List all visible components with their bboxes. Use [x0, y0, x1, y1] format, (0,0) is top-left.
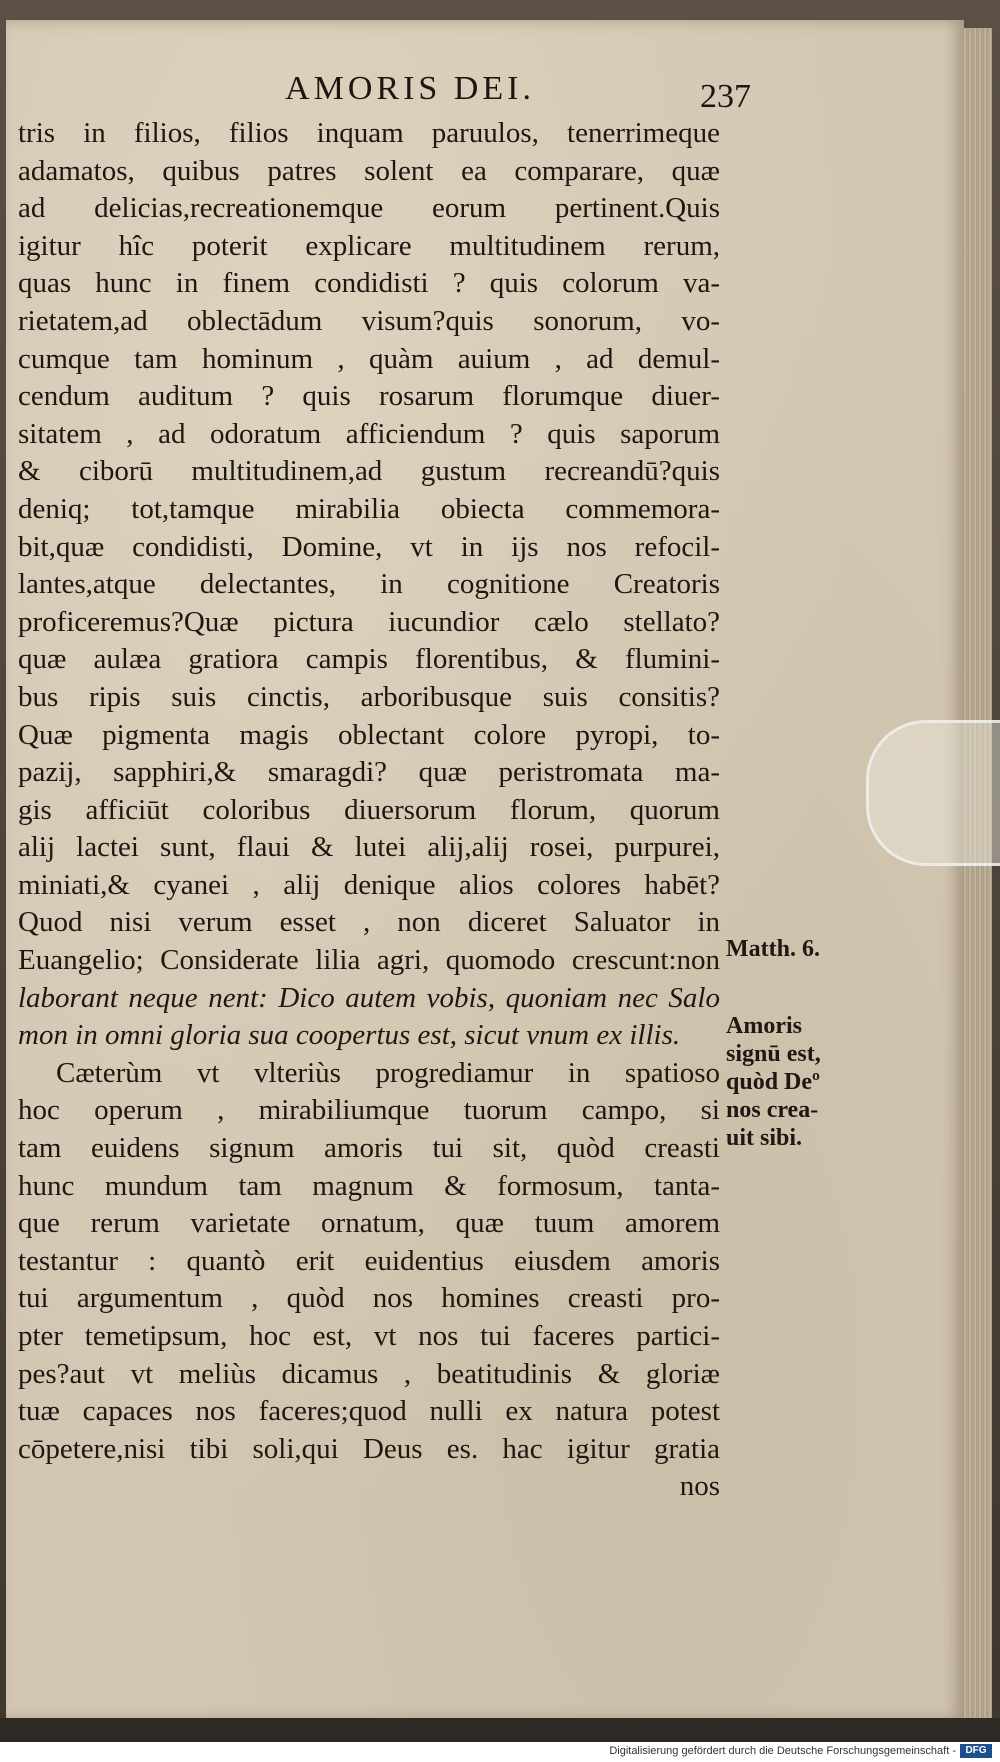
main-text: [18, 115, 720, 1506]
text-line: testantur : quantò erit euidentius eiusdem amoris: [18, 1244, 720, 1277]
text-line: deniq; tot,tamque mirabilia obiecta commemora-: [18, 492, 720, 525]
text-line: alij lactei sunt, flaui & lutei alij,alij rosei, purpurei,: [18, 831, 720, 864]
text-line: miniati,& cyanei , alij denique alios colores habēt?: [18, 868, 720, 901]
text-line: que rerum varietate ornatum, quæ tuum amorem: [18, 1207, 720, 1240]
text-line: Euangelio; Considerate lilia agri, quomodo crescunt:non: [18, 944, 720, 977]
text-line: & ciborū multitudinem,ad gustum recreandū?quis: [18, 455, 720, 488]
text-line: tuæ capaces nos faceres;quod nulli ex natura potest: [18, 1395, 720, 1428]
text-line: nos: [679, 1470, 720, 1503]
text-line: tui argumentum , quòd nos homines creasti pro-: [18, 1282, 720, 1315]
text-line: cendum auditum ? quis rosarum florumque diuer-: [18, 380, 720, 413]
text-line: ad delicias,recreationemque eorum pertinent.Quis: [18, 192, 720, 225]
text-line: lantes,atque delectantes, in cognitione Creatoris: [18, 568, 720, 601]
text-line: bus ripis suis cinctis, arboribusque suis consitis?: [18, 680, 720, 713]
margin-note-matth: Matth. 6.: [726, 936, 820, 962]
page-number: 237: [700, 78, 751, 115]
text-line: quæ aulæa gratiora campis florentibus, & flumini-: [18, 643, 720, 676]
text-line: Cæterùm vt vlteriùs progrediamur in spatioso: [56, 1056, 720, 1089]
text-line: tris in filios, filios inquam paruulos, tenerrimeque: [18, 117, 720, 149]
text-line: Quod nisi verum esset , non diceret Saluator in: [18, 906, 720, 939]
text-line: cōpetere,nisi tibi soli,qui Deus es. hac igitur gratia: [18, 1432, 720, 1465]
text-line: hoc operum , mirabiliumque tuorum campo, si: [18, 1094, 720, 1127]
text-line: pazij, sapphiri,& smaragdi? quæ peristromata ma-: [18, 756, 720, 789]
page-clip: [866, 720, 1000, 866]
margin-note-amoris: [726, 1012, 821, 1152]
margin-note-line: quòd Deº: [726, 1069, 820, 1095]
margin-note-line: nos crea-: [726, 1097, 819, 1123]
text-line: Quæ pigmenta magis oblectant colore pyropi, to-: [18, 718, 720, 751]
text-line: tam euidens signum amoris tui sit, quòd creasti: [18, 1132, 720, 1165]
text-line: hunc mundum tam magnum & formosum, tanta-: [18, 1169, 720, 1202]
footer-credit: Digitalisierung gefördert durch die Deutsche Forschungsgemeinschaft -: [609, 1745, 956, 1757]
text-line: pes?aut vt meliùs dicamus , beatitudinis & gloriæ: [18, 1357, 720, 1390]
margin-note-line: Amoris: [726, 1013, 802, 1039]
text-line: rietatem,ad oblectādum visum?quis sonorum, vo-: [18, 304, 720, 337]
text-line: laborant neque nent: Dico autem vobis, quoniam nec Salo: [18, 981, 720, 1014]
margin-note-line: uit sibi.: [726, 1125, 803, 1151]
text-line: mon in omni gloria sua coopertus est, sicut vnum ex illis.: [18, 1019, 681, 1052]
text-line: quas hunc in finem condidisti ? quis colorum va-: [18, 267, 720, 300]
text-line: cumque tam hominum , quàm auium , ad demul-: [18, 342, 720, 375]
margin-note-line: signū est,: [726, 1041, 821, 1067]
text-line: pter temetipsum, hoc est, vt nos tui faceres partici-: [18, 1320, 720, 1352]
running-head: AMORIS DEI.: [285, 70, 535, 107]
text-line: igitur hîc poterit explicare multitudinem rerum,: [18, 229, 720, 262]
text-line: proficeremus?Quæ pictura iucundior cælo stellato?: [18, 605, 720, 638]
text-line: gis afficiūt coloribus diuersorum florum, quorum: [18, 793, 720, 826]
text-line: sitatem , ad odoratum afficiendum ? quis saporum: [18, 417, 720, 450]
dfg-logo: DFG: [960, 1744, 992, 1758]
text-line: bit,quæ condidisti, Domine, vt in ijs nos refocil-: [18, 530, 720, 563]
text-line: adamatos, quibus patres solent ea comparare, quæ: [18, 154, 720, 187]
